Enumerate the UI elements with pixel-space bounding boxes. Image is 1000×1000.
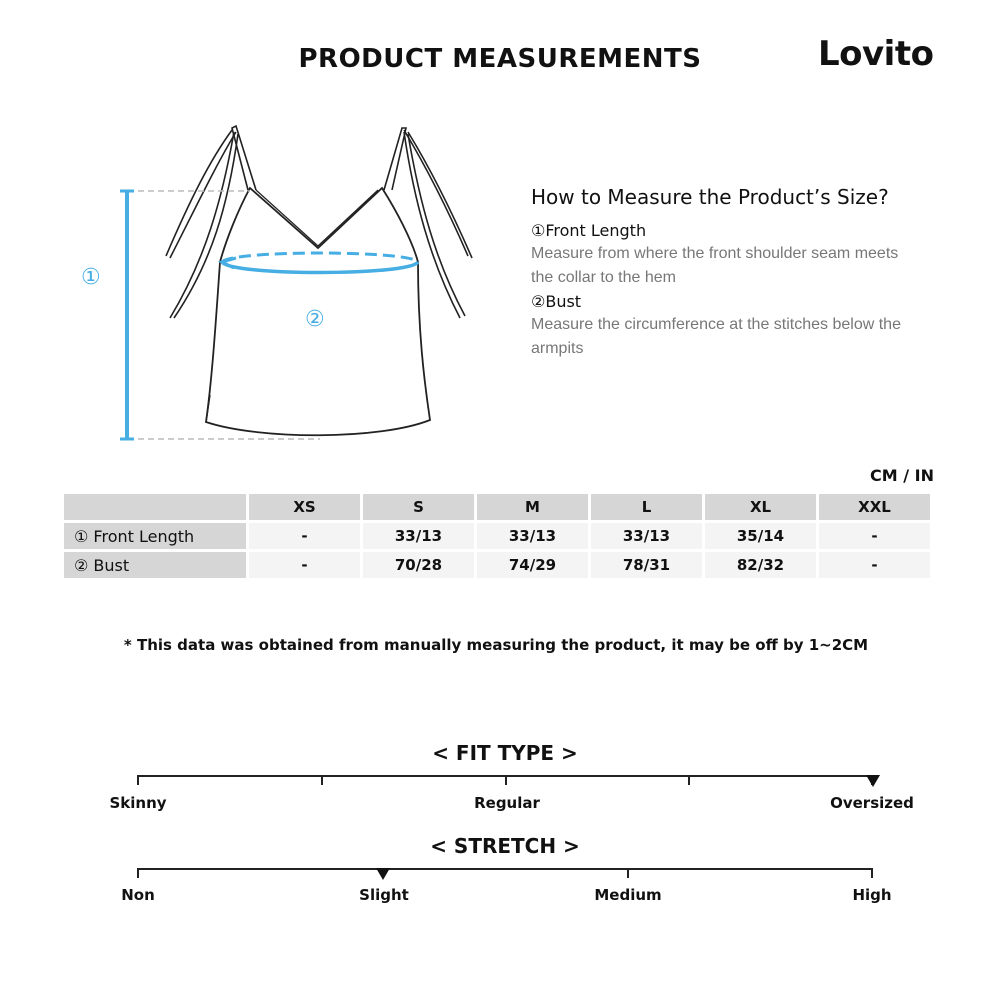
stretch-selected-marker — [376, 868, 390, 880]
table-cell: - — [819, 552, 930, 578]
stretch-label-non: Non — [121, 886, 155, 904]
table-cell: 33/13 — [591, 523, 702, 549]
table-cell: 33/13 — [363, 523, 474, 549]
table-cell: 74/29 — [477, 552, 588, 578]
table-cell: 82/32 — [705, 552, 816, 578]
measure-guide-heading: How to Measure the Product’s Size? — [531, 185, 889, 209]
bust-marker: ② — [305, 307, 325, 332]
table-cell: 70/28 — [363, 552, 474, 578]
guide-bust-description: Measure the circumference at the stitches below the armpits — [531, 316, 901, 357]
fit-type-title: < FIT TYPE > — [432, 741, 578, 765]
row-label-front-length: ① Front Length — [64, 523, 246, 549]
size-chart-table — [61, 491, 933, 581]
table-cell: 78/31 — [591, 552, 702, 578]
fit-type-tick — [688, 775, 690, 785]
stretch-tick — [871, 868, 873, 878]
right-tie-end-1 — [404, 130, 468, 256]
table-corner-cell — [64, 494, 246, 520]
fit-type-tick — [505, 775, 507, 785]
table-row — [64, 552, 930, 578]
table-cell: - — [819, 523, 930, 549]
stretch-label-slight: Slight — [359, 886, 409, 904]
size-header-xs: XS — [249, 494, 360, 520]
fit-label-regular: Regular — [474, 794, 540, 812]
stretch-scale-line — [137, 868, 873, 870]
guide-bust-label: ②Bust — [531, 292, 582, 311]
table-cell: 35/14 — [705, 523, 816, 549]
page-title: PRODUCT MEASUREMENTS — [298, 44, 702, 74]
guide-front-length-description: Measure from where the front shoulder seam meets the collar to the hem — [531, 245, 899, 286]
stretch-tick — [137, 868, 139, 878]
table-row — [64, 523, 930, 549]
fit-type-selected-marker — [866, 775, 880, 787]
table-cell: - — [249, 523, 360, 549]
left-tie-end-1 — [166, 130, 232, 256]
brand-logo: Lovito — [818, 34, 934, 74]
stretch-tick — [627, 868, 629, 878]
size-header-l: L — [591, 494, 702, 520]
fit-label-skinny: Skinny — [109, 794, 167, 812]
front-length-marker: ① — [81, 265, 101, 290]
stretch-label-high: High — [852, 886, 892, 904]
fit-label-oversized: Oversized — [830, 794, 914, 812]
left-tie-strap — [232, 126, 256, 190]
size-header-s: S — [363, 494, 474, 520]
size-header-xl: XL — [705, 494, 816, 520]
measurement-note: * This data was obtained from manually measuring the product, it may be off by 1~2CM — [123, 636, 869, 654]
table-cell: 33/13 — [477, 523, 588, 549]
table-cell: - — [249, 552, 360, 578]
size-header-m: M — [477, 494, 588, 520]
size-header-xxl: XXL — [819, 494, 930, 520]
row-label-bust: ② Bust — [64, 552, 246, 578]
garment-diagram — [60, 110, 480, 455]
stretch-title: < STRETCH > — [430, 834, 580, 858]
guide-front-length-label: ①Front Length — [531, 221, 647, 240]
stretch-label-medium: Medium — [594, 886, 662, 904]
table-header-row — [64, 494, 930, 520]
fit-type-tick — [137, 775, 139, 785]
fit-type-tick — [321, 775, 323, 785]
unit-label: CM / IN — [870, 466, 934, 485]
right-tie-strap — [384, 128, 406, 190]
